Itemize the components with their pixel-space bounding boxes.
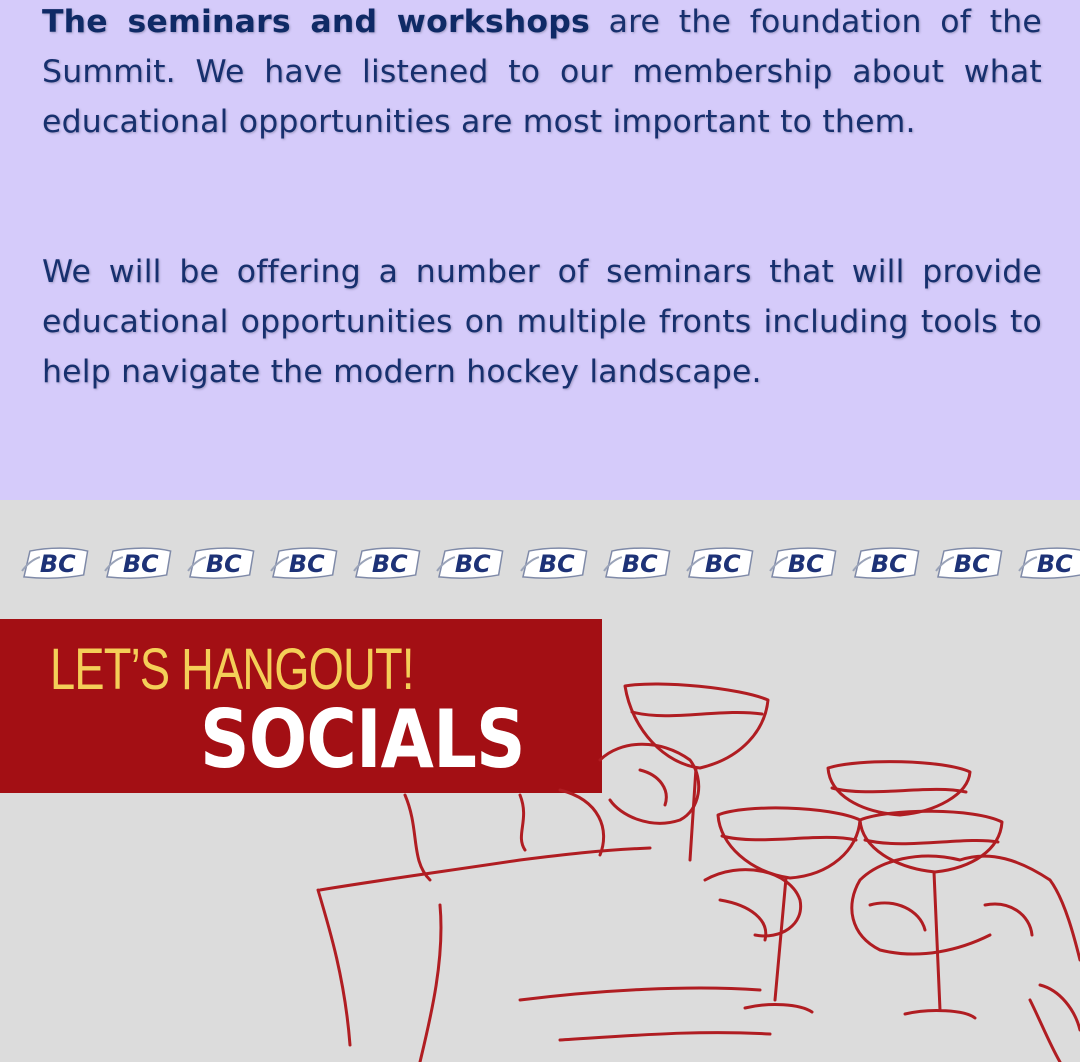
hand-3 bbox=[870, 903, 1032, 935]
intro-section bbox=[0, 0, 1080, 500]
glass-4-liquid bbox=[865, 840, 998, 844]
glass-1-bowl bbox=[625, 684, 768, 768]
bc-logo-text: BC bbox=[787, 549, 824, 578]
bc-logo-icon bbox=[600, 545, 674, 581]
bc-logo-icon bbox=[517, 545, 591, 581]
bc-logo-text: BC bbox=[289, 549, 325, 578]
bc-logo-icon bbox=[932, 545, 1006, 581]
bc-logo-icon bbox=[18, 545, 92, 581]
arm-upper-line bbox=[405, 790, 604, 880]
bc-logo-icon bbox=[433, 545, 507, 581]
intro-paragraph-1-bold: The seminars and workshops bbox=[42, 4, 590, 40]
bc-logo-text: BC bbox=[621, 549, 658, 578]
glass-3-bowl bbox=[718, 808, 860, 878]
bc-logo-text: BC bbox=[704, 549, 741, 578]
intro-paragraph-1-text: are the foundation of the Summit. We have listened to our membership about what educational opportunities are most important to them. bbox=[42, 4, 1042, 140]
glass-1-liquid bbox=[632, 712, 762, 716]
bc-logo-text: BC bbox=[206, 549, 242, 578]
hand-1 bbox=[600, 744, 699, 823]
intro-paragraph-2: We will be offering a number of seminars that will provide educational opportunities on multiple fronts including tools to help navigate the modern hockey landscape. bbox=[42, 254, 1042, 390]
toasting-glasses-illustration bbox=[0, 620, 1080, 1062]
bc-logo-text: BC bbox=[123, 549, 159, 578]
socials-title: SOCIALS bbox=[200, 693, 525, 786]
bc-logo-text: BC bbox=[455, 549, 492, 578]
bc-logo-icon bbox=[350, 545, 424, 581]
bc-logo-text: BC bbox=[39, 549, 76, 578]
intro-paragraph-1 bbox=[42, 0, 1042, 147]
bc-logo-icon bbox=[101, 545, 175, 581]
socials-tagline: LET’S HANGOUT! bbox=[50, 637, 414, 702]
bc-logo-text: BC bbox=[1037, 549, 1073, 578]
bc-logo-text: BC bbox=[372, 549, 409, 578]
arm-right bbox=[852, 856, 1080, 960]
bc-logo-text: BC bbox=[538, 549, 575, 578]
bc-logo-strip bbox=[18, 545, 1073, 581]
right-edge-hand bbox=[1030, 985, 1080, 1062]
glass-3-stem bbox=[745, 878, 812, 1012]
glass-3-liquid bbox=[722, 836, 856, 840]
bc-logo-icon bbox=[267, 545, 341, 581]
arm-bottom bbox=[520, 988, 770, 1040]
glass-2-liquid bbox=[832, 788, 966, 792]
bc-logo-icon bbox=[184, 545, 258, 581]
bc-logo-icon bbox=[1015, 545, 1080, 581]
bc-logo-icon bbox=[849, 545, 923, 581]
arm-left-sleeve bbox=[318, 848, 650, 1062]
bc-logo-text: BC bbox=[953, 549, 990, 578]
bc-logo-icon bbox=[683, 545, 757, 581]
bc-logo-icon bbox=[766, 545, 840, 581]
glass-1-stem bbox=[690, 768, 696, 860]
bc-logo-text: BC bbox=[870, 549, 907, 578]
hand-2 bbox=[705, 870, 801, 940]
